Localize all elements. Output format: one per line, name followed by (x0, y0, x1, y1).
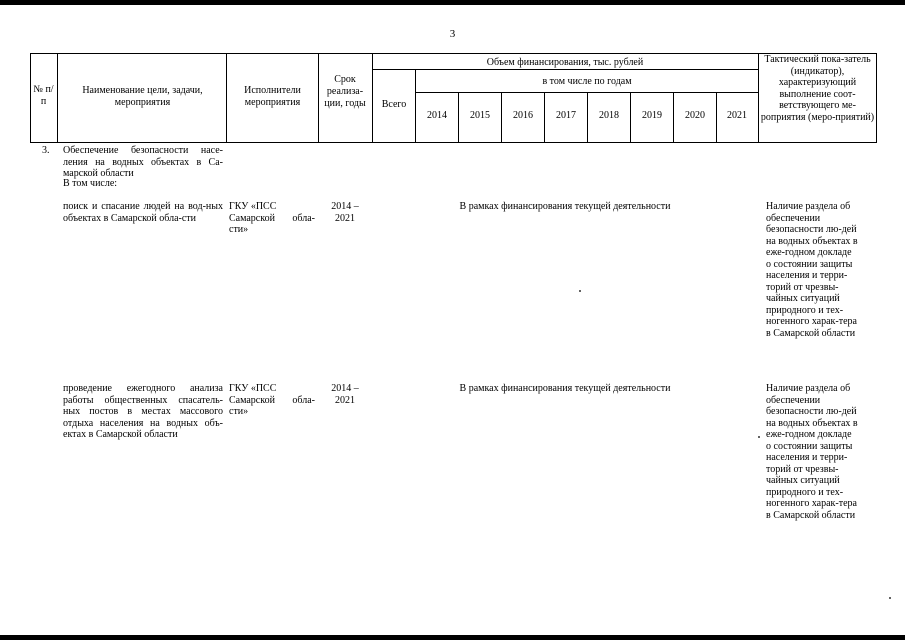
header-year: 2020 (685, 110, 705, 121)
executor-line: Самарской обла-сти» (229, 212, 315, 235)
row-name: поиск и спасание людей на вод-ных объектах в Самарской обла-сти (63, 201, 223, 224)
scan-top-border (0, 0, 905, 5)
header-year: 2014 (427, 110, 447, 121)
row-indicator: Наличие раздела об обеспечении безопасности лю-дей на водных объектах в еже-годном докладе о состоянии защиты населения и терри-торий от чрезвы-чайных ситуаций природного и тех-ногенного харак-тера в Самарской области (766, 201, 858, 339)
header-year: 2016 (513, 110, 533, 121)
scan-speck (579, 290, 581, 292)
section-title: Обеспечение безопасности насе-ления на водных объектах в Са-марской области (63, 145, 223, 179)
row-term: 2014 – 2021 (331, 383, 359, 406)
header-indicator: Тактический пока-затель (индикатор), характеризующий выполнение соот-ветствующего ме-роприятия (меро-приятий) (760, 54, 875, 123)
row-funding: В рамках финансирования текущей деятельности (459, 201, 671, 212)
section-subtitle: В том числе: (63, 178, 118, 189)
scan-speck (889, 597, 891, 599)
row-indicator: Наличие раздела об обеспечении безопасности лю-дей на водных объектах в еже-годном докладе о состоянии защиты населения и терри-торий от чрезвы-чайных ситуаций природного и тех-ногенного харак-тера в Самарской области (766, 383, 858, 521)
header-num: № п/п (33, 84, 54, 107)
header-name: Наименование цели, задачи, мероприятия (82, 85, 203, 108)
row-executor (229, 383, 315, 418)
section-number: 3. (42, 145, 50, 156)
header-year: 2017 (556, 110, 576, 121)
scan-speck (758, 436, 760, 438)
header-executors: Исполнители мероприятия (244, 85, 301, 108)
header-year: 2019 (642, 110, 662, 121)
header-total: Всего (381, 99, 407, 110)
row-term: 2014 – 2021 (331, 201, 359, 224)
executor-line: Самарской обла-сти» (229, 394, 315, 417)
header-year: 2021 (727, 110, 747, 121)
executor-line: ГКУ «ПСС (229, 201, 277, 212)
header-by-years: в том числе по годам (542, 76, 632, 87)
executor-line: ГКУ «ПСС (229, 383, 277, 394)
page-number: 3 (449, 28, 456, 40)
header-year: 2015 (470, 110, 490, 121)
header-funding: Объем финансирования, тыс. рублей (486, 57, 644, 68)
row-funding: В рамках финансирования текущей деятельности (459, 383, 671, 394)
header-term: Срок реализа-ции, годы (324, 74, 366, 109)
row-executor (229, 201, 315, 236)
row-name: проведение ежегодного анализа работы общественных спасатель-ных постов в местах массового отдыха населения на водных объ-ектах в Самарской области (63, 383, 223, 440)
scan-bottom-border (0, 635, 905, 640)
header-year: 2018 (599, 110, 619, 121)
